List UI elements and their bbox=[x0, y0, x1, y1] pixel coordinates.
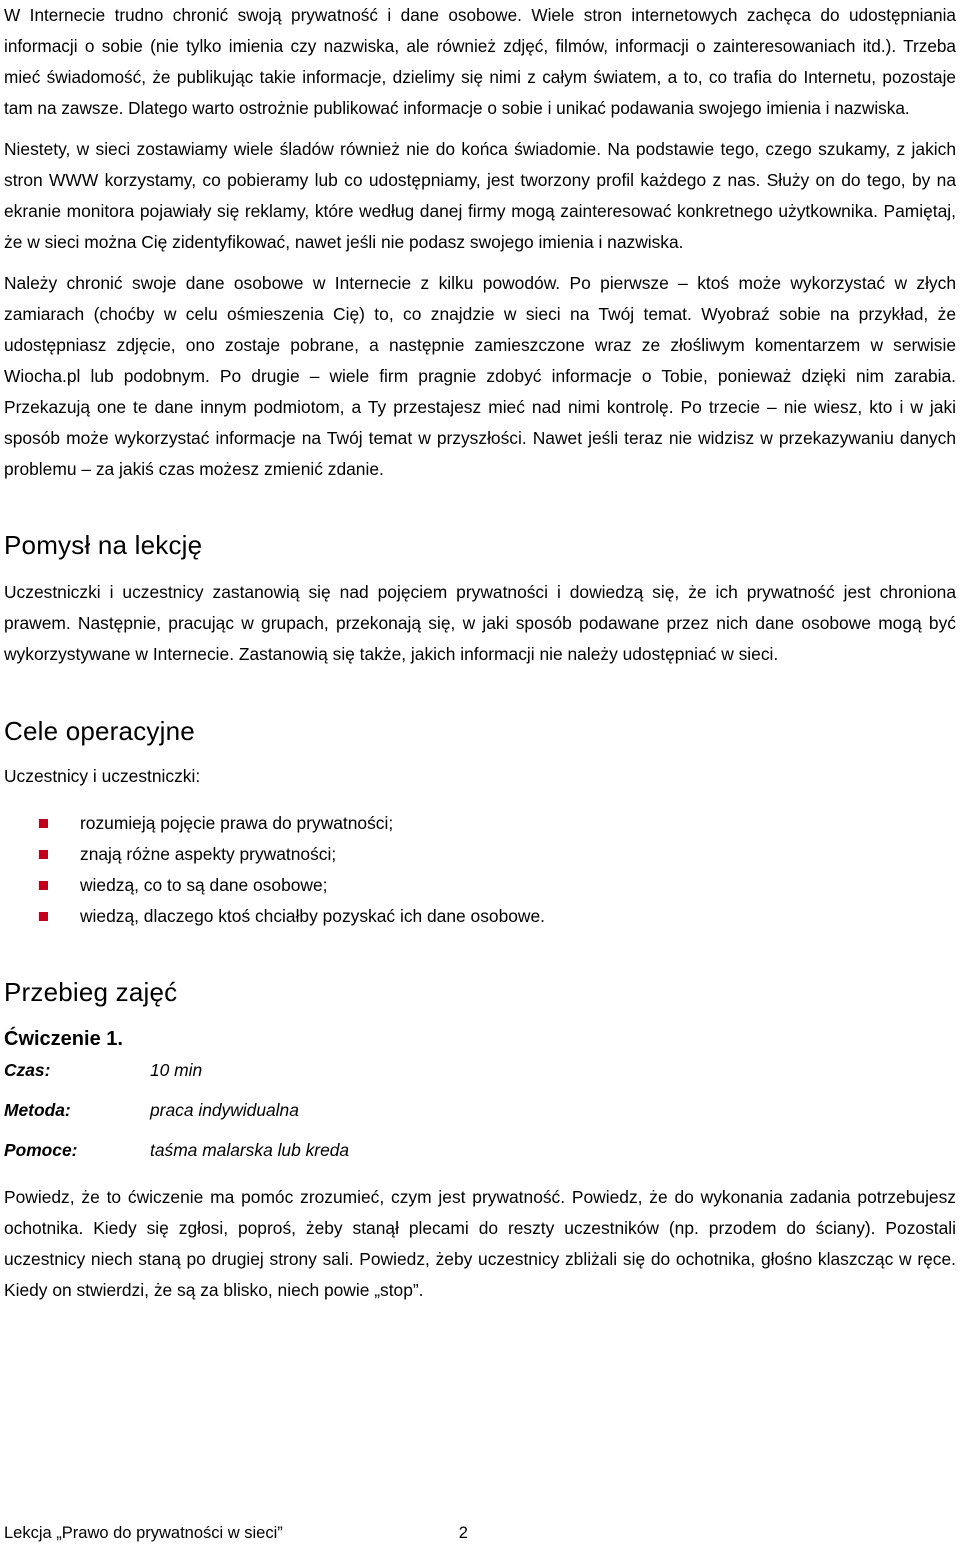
page-number: 2 bbox=[458, 1524, 468, 1542]
intro-paragraph-2: Niestety, w sieci zostawiamy wiele śladów również nie do końca świadomie. Na podstawie tego, czego szukamy, z jakich stron WWW korzystamy, co pobieramy lub co udostępniamy, jest tworzony profil każdego z nas. Służy on do tego, by na ekranie monitora pojawiały się reklamy, które według danej firmy mogą zainteresować konkretnego użytkownika. Pamiętaj, że w sieci można Cię zidentyfikować, nawet jeśli nie podasz swojego imienia i nazwiska. bbox=[4, 139, 956, 252]
goals-list-item: wiedzą, co to są dane osobowe; bbox=[4, 870, 956, 901]
exercise-paragraph: Powiedz, że to ćwiczenie ma pomóc zrozumieć, czym jest prywatność. Powiedz, że do wykonania zadania potrzebujesz ochotnika. Kiedy się zgłosi, poproś, żeby stanął plecami do reszty uczestników (np. przodem do ściany). Pozostali uczestnicy niech staną po drugiej strony sali. Powiedz, żeby uczestnicy zbliżali się do ochotnika, głośno klaszcząc w ręce. Kiedy on stwierdzi, że są za blisko, niech powie „stop”. bbox=[4, 1187, 956, 1300]
idea-paragraph: Uczestniczki i uczestnicy zastanowią się nad pojęciem prywatności i dowiedzą się, że ich prywatność jest chroniona prawem. Następnie, pracując w grupach, przekonają się, w jaki sposób podawane przez nich dane osobowe mogą być wykorzystywane w Internecie. Zastanowią się także, jakich informacji nie należy udostępniać w sieci. bbox=[4, 582, 956, 664]
goals-list-item: rozumieją pojęcie prawa do prywatności; bbox=[4, 808, 956, 839]
square-bullet-icon bbox=[39, 881, 48, 890]
section-heading-course: Przebieg zajęć bbox=[4, 977, 178, 1007]
goals-list-item: wiedzą, dlaczego ktoś chciałby pozyskać ich dane osobowe. bbox=[4, 901, 956, 932]
page-footer bbox=[4, 1521, 468, 1545]
meta-value: 10 min bbox=[150, 1060, 203, 1080]
square-bullet-icon bbox=[39, 850, 48, 859]
meta-key: Czas: bbox=[4, 1060, 51, 1080]
exercise-meta bbox=[4, 1050, 956, 1170]
section-heading-goals: Cele operacyjne bbox=[4, 716, 195, 746]
intro-paragraph-1: W Internecie trudno chronić swoją prywatność i dane osobowe. Wiele stron internetowych zachęca do udostępniania informacji o sobie (nie tylko imienia czy nazwiska, ale również zdjęć, filmów, informacji o zainteresowaniach itd.). Trzeba mieć świadomość, że publikując takie informacje, dzielimy się nimi z całym światem, a to, co trafia do Internetu, pozostaje tam na zawsze. Dlatego warto ostrożnie publikować informacje o sobie i unikać podawania swojego imienia i nazwiska. bbox=[4, 5, 956, 118]
goals-intro: Uczestnicy i uczestniczki: bbox=[4, 766, 201, 786]
intro-paragraph-3: Należy chronić swoje dane osobowe w Internecie z kilku powodów. Po pierwsze – ktoś może wykorzystać w złych zamiarach (choćby w celu ośmieszenia Cię) to, co znajdzie w sieci na Twój temat. Wyobraź sobie na przykład, że udostępniasz zdjęcie, ono zostaje pobrane, a następnie zamieszczone wraz ze złośliwym komentarzem w serwisie Wiocha.pl lub podobnym. Po drugie – wiele firm pragnie zdobyć informacje o Tobie, ponieważ dzięki nim zarabia. Przekazują one te dane innym podmiotom, a Ty przestajesz mieć nad nimi kontrolę. Po trzecie – nie wiesz, kto i w jaki sposób może wykorzystać informacje na Twój temat w przyszłości. Nawet jeśli teraz nie widzisz w przekazywaniu danych problemu – za jakiś czas możesz zmienić zdanie. bbox=[4, 273, 956, 479]
meta-key: Pomoce: bbox=[4, 1140, 78, 1160]
section-heading-idea: Pomysł na lekcję bbox=[4, 530, 203, 560]
meta-row-time bbox=[4, 1050, 956, 1090]
document-page bbox=[4, 0, 956, 1306]
footer-title: Lekcja „Prawo do prywatności w sieci” bbox=[4, 1524, 283, 1542]
exercise-title: Ćwiczenie 1. bbox=[4, 1028, 123, 1050]
meta-value: taśma malarska lub kreda bbox=[150, 1140, 350, 1160]
meta-row-method bbox=[4, 1090, 956, 1130]
meta-row-aids bbox=[4, 1130, 956, 1170]
meta-key: Metoda: bbox=[4, 1100, 71, 1120]
goals-list bbox=[4, 808, 956, 932]
square-bullet-icon bbox=[39, 912, 48, 921]
square-bullet-icon bbox=[39, 819, 48, 828]
meta-value: praca indywidualna bbox=[150, 1100, 299, 1120]
goals-list-item: znają różne aspekty prywatności; bbox=[4, 839, 956, 870]
